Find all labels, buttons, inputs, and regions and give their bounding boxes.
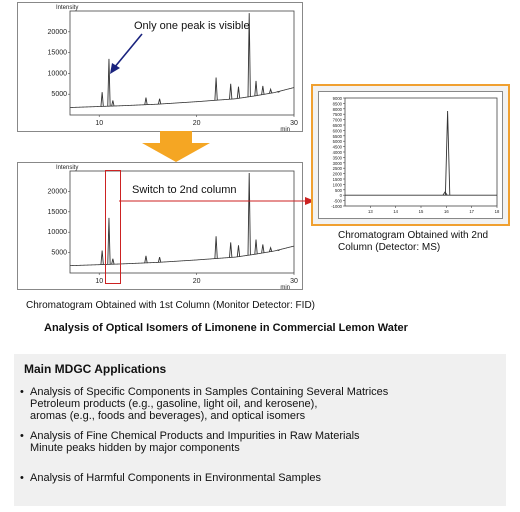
peak	[262, 86, 264, 95]
x-tick-label: 15	[418, 209, 424, 215]
application-detail: Petroleum products (e.g., gasoline, light oil, and kerosene),	[30, 398, 318, 410]
plot-frame	[345, 98, 497, 206]
down-arrow-icon	[138, 131, 214, 163]
switch-arrow	[119, 195, 319, 207]
y-tick-label: 500	[335, 187, 342, 193]
peak	[158, 99, 160, 104]
peak	[262, 244, 264, 252]
y-tick-label: 10000	[47, 70, 67, 78]
y-tick-label: -1000	[331, 204, 342, 209]
peak	[112, 100, 114, 106]
ms-chromatogram-panel	[318, 91, 503, 219]
y-tick-label: 3500	[332, 155, 342, 161]
peak	[229, 242, 231, 257]
y-tick-label: 4500	[332, 144, 342, 150]
x-tick-label: 30	[290, 120, 298, 127]
peak	[145, 256, 147, 263]
x-tick-label: 16	[443, 209, 449, 215]
x-axis-label: min	[280, 285, 290, 289]
y-tick-label: 5500	[332, 133, 342, 139]
peak	[269, 248, 271, 252]
peak	[445, 111, 449, 195]
application-heading: Analysis of Fine Chemical Products and Impurities in Raw Materials	[30, 430, 360, 442]
x-tick-label: 10	[95, 278, 104, 285]
peak	[277, 92, 279, 93]
application-heading: Analysis of Specific Components in Samples Containing Several Matrices	[30, 386, 389, 398]
peak	[101, 92, 103, 106]
peak	[215, 236, 217, 258]
y-tick-label: 15000	[47, 49, 67, 57]
y-tick-label: 9000	[332, 96, 342, 101]
switch-column-annotation: Switch to 2nd column	[132, 184, 237, 196]
y-tick-label: 2000	[332, 171, 342, 177]
ms-chromatogram-frame	[311, 84, 510, 226]
peak	[237, 87, 239, 99]
peak	[229, 84, 231, 99]
y-tick-label: 6500	[332, 123, 342, 128]
fid-chromatogram-bottom-panel	[17, 162, 303, 290]
y-tick-label: 2500	[332, 166, 342, 172]
y-tick-label: 1500	[332, 177, 342, 182]
bullet-icon: •	[20, 430, 24, 442]
y-tick-label: 7000	[332, 117, 342, 123]
application-item-2	[20, 430, 360, 442]
y-tick-label: 5000	[51, 91, 67, 99]
y-tick-label: 1000	[332, 182, 342, 188]
heart-cut-box	[105, 170, 121, 284]
x-axis-label: min	[280, 127, 290, 131]
y-tick-label: 5000	[332, 139, 342, 145]
peak	[277, 250, 279, 251]
peak	[215, 78, 217, 101]
application-item-1	[20, 386, 388, 398]
y-tick-label: 20000	[47, 28, 67, 36]
x-tick-label: 17	[469, 209, 475, 215]
applications-title: Main MDGC Applications	[24, 362, 167, 376]
peak	[269, 89, 271, 93]
peak	[255, 240, 257, 255]
peak	[248, 173, 250, 255]
x-tick-label: 18	[494, 209, 500, 215]
only-one-peak-annotation: Only one peak is visible	[134, 20, 250, 32]
applications-panel	[14, 354, 506, 506]
y-tick-label: 3000	[332, 160, 342, 166]
y-tick-label: 8000	[332, 106, 342, 112]
x-tick-label: 10	[95, 120, 104, 127]
y-axis-label: Intensity	[56, 165, 79, 171]
x-tick-label: 20	[192, 278, 201, 285]
peak	[101, 251, 103, 265]
x-tick-label: 13	[367, 209, 373, 215]
fid-caption: Chromatogram Obtained with 1st Column (Monitor Detector: FID)	[26, 300, 315, 311]
y-tick-label: 0	[339, 193, 342, 199]
figure-title: Analysis of Optical Isomers of Limonene in Commercial Lemon Water	[44, 322, 408, 334]
x-tick-label: 30	[290, 278, 298, 285]
y-tick-label: 20000	[47, 188, 67, 196]
y-tick-label: 8500	[332, 101, 342, 107]
peak	[158, 257, 160, 262]
y-tick-label: 5000	[51, 249, 67, 257]
fid-chromatogram-bottom	[18, 163, 302, 289]
application-item-3	[20, 472, 321, 484]
y-tick-label: -500	[333, 198, 342, 204]
y-tick-label: 6000	[332, 128, 342, 134]
peak	[145, 98, 147, 105]
y-tick-label: 15000	[47, 208, 67, 216]
annotation-arrow	[100, 30, 160, 80]
ms-caption-line2: Column (Detector: MS)	[338, 242, 441, 253]
peak	[237, 245, 239, 256]
application-detail: aromas (e.g., foods and beverages), and optical isomers	[30, 410, 306, 422]
x-tick-label: 20	[192, 120, 201, 127]
ms-chromatogram	[319, 92, 502, 218]
peak	[255, 81, 257, 96]
application-heading: Analysis of Harmful Components in Environmental Samples	[30, 472, 322, 484]
y-tick-label: 4000	[332, 150, 342, 155]
application-detail: Minute peaks hidden by major components	[30, 442, 240, 454]
y-tick-label: 7500	[332, 112, 342, 118]
bullet-icon: •	[20, 472, 24, 484]
x-tick-label: 14	[393, 209, 399, 215]
ms-caption-line1: Chromatogram Obtained with 2nd	[338, 230, 489, 241]
bullet-icon: •	[20, 386, 24, 398]
y-axis-label: Intensity	[56, 5, 79, 11]
y-tick-label: 10000	[47, 229, 67, 237]
